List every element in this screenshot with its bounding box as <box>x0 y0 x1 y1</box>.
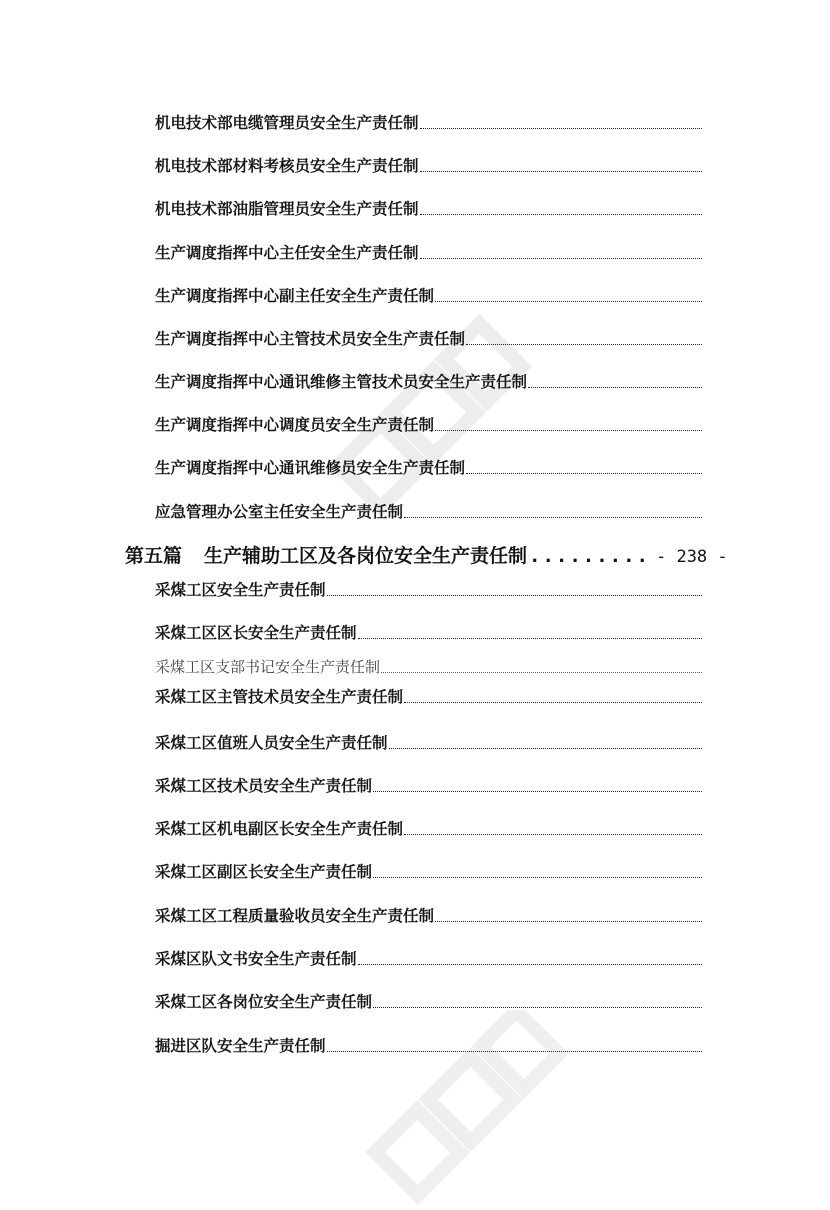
dot-leader <box>358 638 702 639</box>
dot-leader <box>466 473 702 474</box>
toc-entry[interactable] <box>155 906 702 926</box>
toc-entry[interactable] <box>155 687 702 707</box>
dot-leader <box>381 672 702 673</box>
dot-leader <box>435 301 702 302</box>
toc-entry-label: 采煤工区机电副区长安全生产责任制 <box>155 819 404 838</box>
toc-entry[interactable] <box>155 329 702 349</box>
toc-entry[interactable] <box>155 580 702 600</box>
toc-entry[interactable] <box>155 113 702 133</box>
toc-entry[interactable] <box>155 623 702 643</box>
toc-entry[interactable] <box>155 776 702 796</box>
toc-entry[interactable] <box>155 949 702 969</box>
dot-leader <box>404 702 702 703</box>
toc-entry-label: 采煤工区各岗位安全生产责任制 <box>155 992 373 1011</box>
toc-entry-label: 机电技术部电缆管理员安全生产责任制 <box>155 113 419 132</box>
toc-entry-label: 生产调度指挥中心通讯维修主管技术员安全生产责任制 <box>155 372 528 391</box>
toc-entry-label: 采煤工区副区长安全生产责任制 <box>155 862 373 881</box>
toc-entry[interactable] <box>155 992 702 1012</box>
toc-entry[interactable] <box>155 1036 702 1056</box>
toc-entry[interactable] <box>155 199 702 219</box>
toc-entry[interactable] <box>155 372 702 392</box>
toc-entry[interactable] <box>155 286 702 306</box>
toc-entry[interactable] <box>155 156 702 176</box>
dot-leader <box>420 258 702 259</box>
dot-leader <box>420 128 702 129</box>
dot-leader <box>528 387 702 388</box>
chapter-page-number: - 238 - <box>655 547 728 567</box>
chapter-title: 生产辅助工区及各岗位安全生产责任制 <box>204 545 528 567</box>
toc-entry-label: 采煤区队文书安全生产责任制 <box>155 949 357 968</box>
toc-entry-label: 机电技术部油脂管理员安全生产责任制 <box>155 199 419 218</box>
toc-entry-label: 生产调度指挥中心通讯维修员安全生产责任制 <box>155 458 466 477</box>
dot-leader <box>435 921 702 922</box>
dot-leader <box>327 1051 702 1052</box>
chapter-number: 第五篇 <box>125 545 183 567</box>
dot-leader <box>389 748 702 749</box>
toc-entry-label: 采煤工区值班人员安全生产责任制 <box>155 733 388 752</box>
dot-leader <box>466 344 702 345</box>
dot-leader <box>373 791 702 792</box>
dot-leader <box>373 877 702 878</box>
toc-entry-label: 采煤工区工程质量验收员安全生产责任制 <box>155 906 435 925</box>
toc-entry[interactable] <box>155 243 702 263</box>
toc-entry-label: 采煤工区主管技术员安全生产责任制 <box>155 687 404 706</box>
toc-entry-label: 采煤工区技术员安全生产责任制 <box>155 776 373 795</box>
toc-entry[interactable] <box>155 458 702 478</box>
toc-entry[interactable] <box>155 819 702 839</box>
dot-leader <box>420 214 702 215</box>
dot-leader <box>358 964 702 965</box>
dot-leader <box>420 171 702 172</box>
toc-entry-label: 应急管理办公室主任安全生产责任制 <box>155 502 404 521</box>
toc-entry[interactable] <box>155 502 702 522</box>
dot-leader <box>373 1007 702 1008</box>
toc-entry[interactable] <box>155 862 702 882</box>
toc-entry-label: 生产调度指挥中心副主任安全生产责任制 <box>155 286 435 305</box>
toc-entry-label: 生产调度指挥中心主管技术员安全生产责任制 <box>155 329 466 348</box>
toc-entry[interactable] <box>155 657 702 677</box>
toc-entry[interactable] <box>155 415 702 435</box>
toc-entry-label: 生产调度指挥中心调度员安全生产责任制 <box>155 415 435 434</box>
toc-entry-label: 掘进区队安全生产责任制 <box>155 1036 326 1055</box>
chapter-dot-leader: ......... <box>529 545 650 567</box>
dot-leader <box>327 595 702 596</box>
dot-leader <box>435 430 702 431</box>
dot-leader <box>404 517 702 518</box>
toc-entry-label: 采煤工区区长安全生产责任制 <box>155 623 357 642</box>
toc-entry-label: 采煤工区安全生产责任制 <box>155 580 326 599</box>
toc-entry-label: 采煤工区支部书记安全生产责任制 <box>155 658 381 676</box>
chapter-heading[interactable] <box>125 544 728 569</box>
toc-entry-label: 机电技术部材料考核员安全生产责任制 <box>155 156 419 175</box>
toc-entry[interactable] <box>155 733 702 753</box>
dot-leader <box>404 834 702 835</box>
toc-entry-label: 生产调度指挥中心主任安全生产责任制 <box>155 243 419 262</box>
